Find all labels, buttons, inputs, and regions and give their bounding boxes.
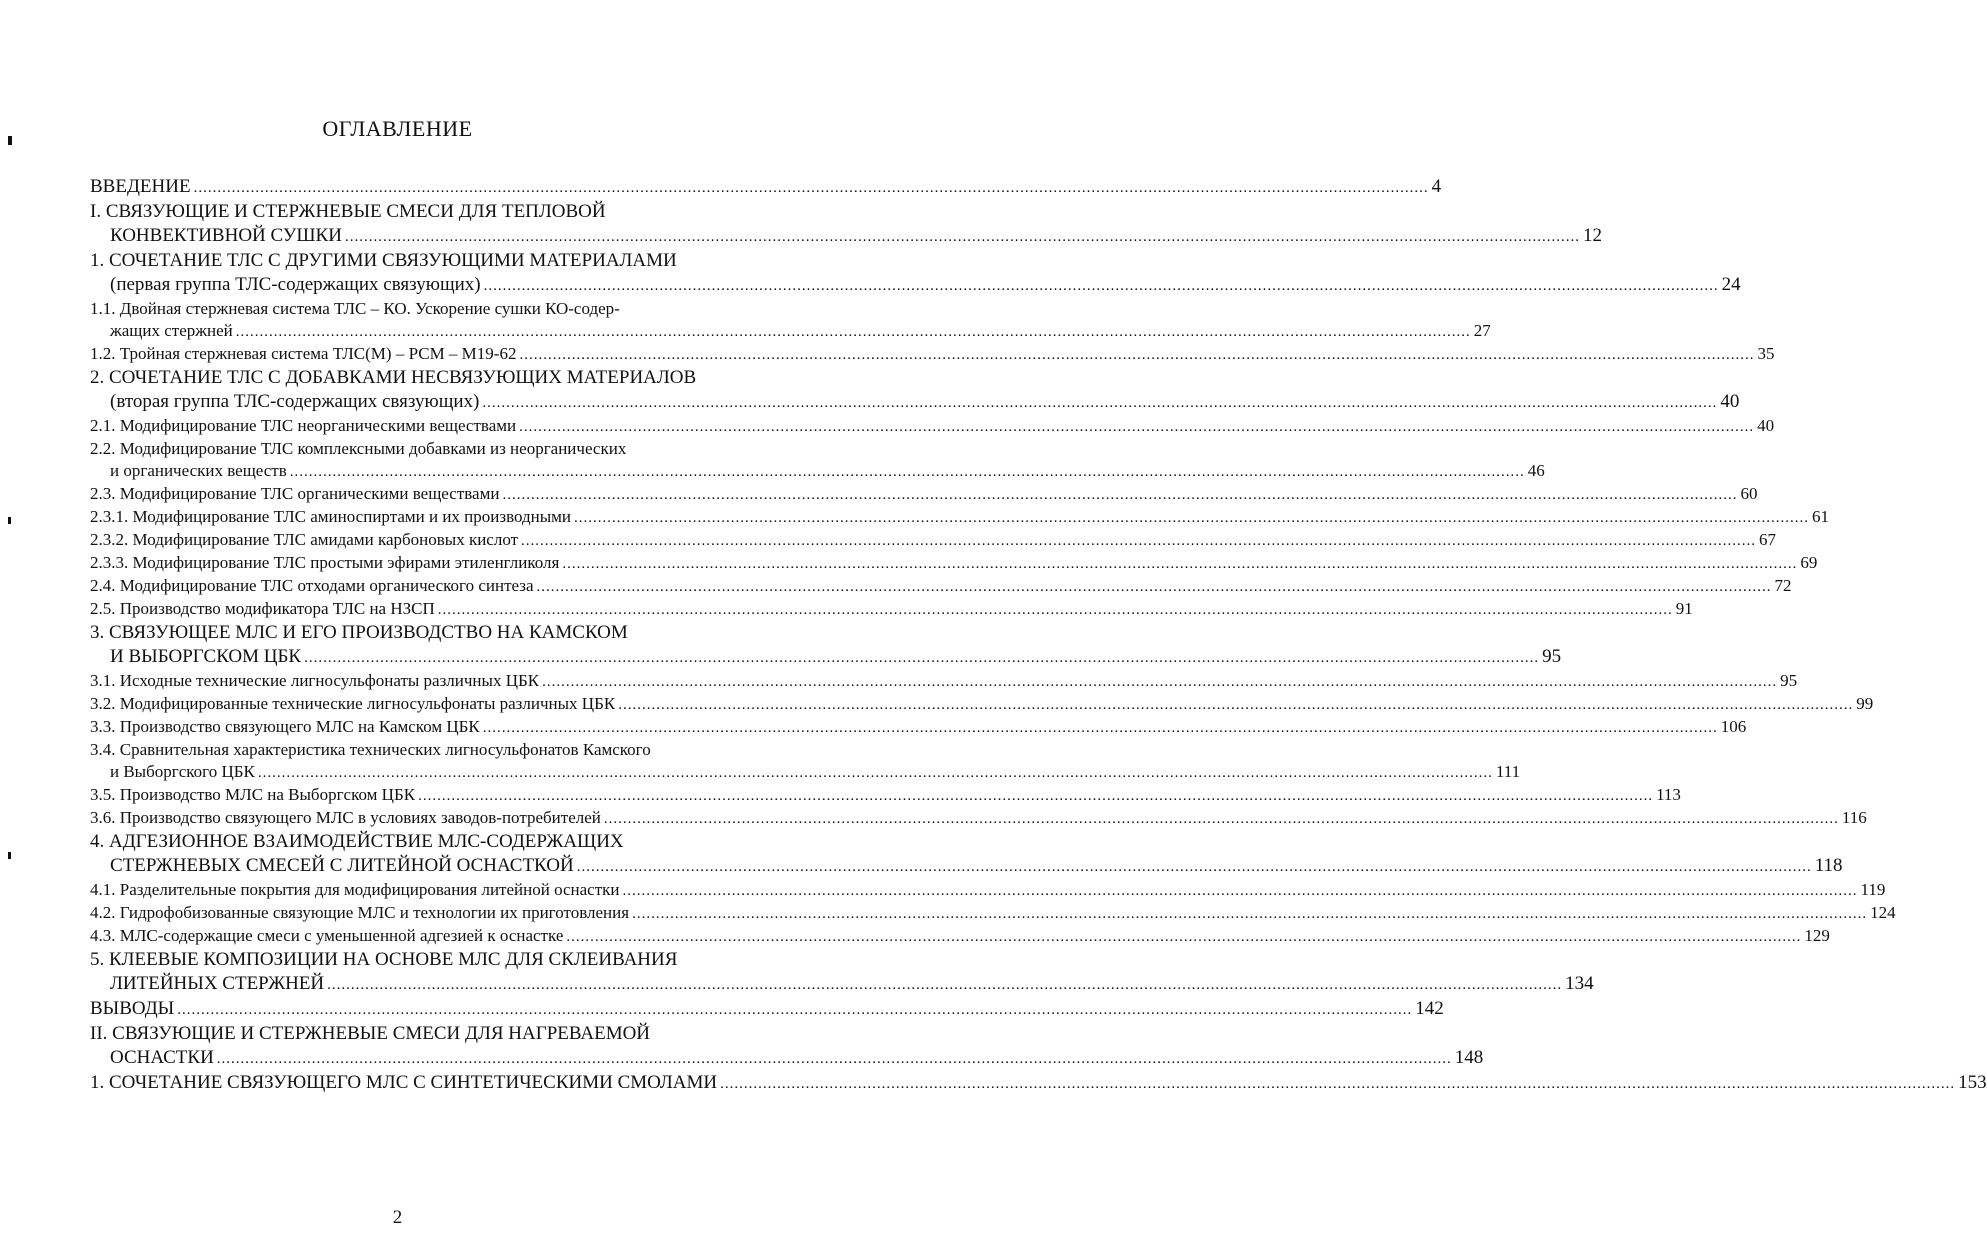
toc-entry-text: 2.3.3. Модифицирование ТЛС простыми эфирами этиленгликоля bbox=[90, 553, 560, 572]
toc-entry[interactable] bbox=[90, 483, 1758, 506]
table-of-contents bbox=[90, 175, 1987, 1096]
toc-entry[interactable] bbox=[90, 298, 1491, 343]
toc-entry-text: 4. АДГЕЗИОННОЕ ВЗАИМОДЕЙСТВИЕ МЛС-СОДЕРЖАЩИХ bbox=[90, 831, 624, 852]
toc-page-number: 61 bbox=[1812, 507, 1830, 526]
toc-page-number: 4 bbox=[1431, 176, 1442, 197]
toc-entry[interactable] bbox=[90, 784, 1681, 807]
toc-entry-text: СТЕРЖНЕВЫХ СМЕСЕЙ С ЛИТЕЙНОЙ ОСНАСТКОЙ bbox=[110, 855, 574, 876]
toc-page-number: 153 bbox=[1958, 1072, 1987, 1093]
toc-page-number: 24 bbox=[1721, 274, 1741, 295]
toc-entry-text: 2.3. Модифицирование ТЛС органическими веществами bbox=[90, 484, 500, 503]
toc-page-number: 40 bbox=[1720, 391, 1740, 412]
toc-entry[interactable] bbox=[90, 948, 1594, 997]
toc-entry-text: 2.2. Модифицирование ТЛС комплексными добавками из неорганических bbox=[90, 439, 627, 458]
toc-entry[interactable] bbox=[90, 830, 1843, 879]
toc-entry-text: 1. СОЧЕТАНИЕ ТЛС С ДРУГИМИ СВЯЗУЮЩИМИ МАТЕРИАЛАМИ bbox=[90, 250, 677, 271]
toc-entry[interactable] bbox=[90, 1071, 1987, 1096]
dot-leader: .................................................................................................................................................................................................................................................................... bbox=[327, 977, 1563, 993]
dot-leader: .................................................................................................................................................................................................................................................................... bbox=[304, 650, 1540, 666]
page-title: ОГЛАВЛЕНИЕ bbox=[322, 116, 473, 141]
toc-entry[interactable] bbox=[90, 693, 1874, 716]
toc-page-number: 99 bbox=[1856, 694, 1874, 713]
toc-entry-text: (первая группа ТЛС-содержащих связующих) bbox=[110, 274, 481, 295]
toc-entry-text: 3.1. Исходные технические лигносульфонаты различных ЦБК bbox=[90, 671, 540, 690]
toc-page-number: 119 bbox=[1860, 880, 1886, 899]
dot-leader: .................................................................................................................................................................................................................................................................... bbox=[622, 883, 1858, 899]
toc-entry[interactable] bbox=[90, 670, 1798, 693]
dot-leader: .................................................................................................................................................................................................................................................................... bbox=[618, 697, 1854, 713]
toc-entry[interactable] bbox=[90, 175, 1442, 200]
toc-entry-text: 3.2. Модифицированные технические лигносульфонаты различных ЦБК bbox=[90, 694, 616, 713]
toc-entry-text: 2.4. Модифицирование ТЛС отходами органического синтеза bbox=[90, 576, 534, 595]
toc-entry-text: 4.2. Гидрофобизованные связующие МЛС и технологии их приготовления bbox=[90, 903, 630, 922]
toc-entry[interactable] bbox=[90, 598, 1693, 621]
dot-leader: .................................................................................................................................................................................................................................................................... bbox=[562, 556, 1798, 572]
toc-entry[interactable] bbox=[90, 925, 1830, 948]
toc-page-number: 12 bbox=[1582, 225, 1602, 246]
dot-leader: .................................................................................................................................................................................................................................................................... bbox=[418, 788, 1654, 804]
toc-page-number: 67 bbox=[1759, 530, 1777, 549]
toc-entry-text: 1.2. Тройная стержневая система ТЛС(М) – РСМ – М19-62 bbox=[90, 344, 517, 363]
dot-leader: .................................................................................................................................................................................................................................................................... bbox=[632, 906, 1868, 922]
toc-page-number: 142 bbox=[1415, 998, 1444, 1019]
toc-entry-text: 3.6. Производство связующего МЛС в условиях заводов-потребителей bbox=[90, 808, 601, 827]
dot-leader: .................................................................................................................................................................................................................................................................... bbox=[519, 347, 1755, 363]
dot-leader: .................................................................................................................................................................................................................................................................... bbox=[542, 674, 1778, 690]
toc-entry-text: 1. СОЧЕТАНИЕ СВЯЗУЮЩЕГО МЛС С СИНТЕТИЧЕСКИМИ СМОЛАМИ bbox=[90, 1072, 718, 1093]
toc-entry-text: ВВЕДЕНИЕ bbox=[90, 176, 191, 197]
toc-entry-text: 2.3.2. Модифицирование ТЛС амидами карбоновых кислот bbox=[90, 530, 519, 549]
toc-entry[interactable] bbox=[90, 1022, 1484, 1071]
toc-page-number: 124 bbox=[1870, 903, 1896, 922]
toc-page-number: 129 bbox=[1804, 926, 1830, 945]
toc-entry-text: (вторая группа ТЛС-содержащих связующих) bbox=[110, 391, 480, 412]
toc-entry[interactable] bbox=[90, 552, 1818, 575]
dot-leader: .................................................................................................................................................................................................................................................................... bbox=[482, 395, 1718, 411]
toc-page-number: 46 bbox=[1527, 461, 1545, 480]
dot-leader: .................................................................................................................................................................................................................................................................... bbox=[235, 324, 1471, 340]
page-number: 2 bbox=[392, 1207, 403, 1228]
toc-entry-text: 1.1. Двойная стержневая система ТЛС – КО. Ускорение сушки КО-содер- bbox=[90, 299, 620, 318]
dot-leader: .................................................................................................................................................................................................................................................................... bbox=[576, 859, 1812, 875]
toc-entry-text: 4.3. МЛС-содержащие смеси с уменьшенной адгезией к оснастке bbox=[90, 926, 564, 945]
toc-entry-text: жащих стержней bbox=[110, 321, 233, 340]
toc-entry-text: 3.4. Сравнительная характеристика технических лигносульфонатов Камского bbox=[90, 740, 651, 759]
toc-entry-text: 3. СВЯЗУЮЩЕЕ МЛС И ЕГО ПРОИЗВОДСТВО НА КАМСКОМ bbox=[90, 622, 628, 643]
dot-leader: .................................................................................................................................................................................................................................................................... bbox=[437, 602, 1673, 618]
toc-page-number: 69 bbox=[1800, 553, 1818, 572]
toc-page-number: 95 bbox=[1780, 671, 1798, 690]
toc-entry-text: 2.3.1. Модифицирование ТЛС аминоспиртами и их производными bbox=[90, 507, 572, 526]
dot-leader: .................................................................................................................................................................................................................................................................... bbox=[519, 419, 1755, 435]
toc-entry[interactable] bbox=[90, 249, 1741, 298]
dot-leader: .................................................................................................................................................................................................................................................................... bbox=[344, 229, 1580, 245]
toc-entry-text: ОСНАСТКИ bbox=[110, 1047, 214, 1068]
toc-entry-text: I. СВЯЗУЮЩИЕ И СТЕРЖНЕВЫЕ СМЕСИ ДЛЯ ТЕПЛОВОЙ bbox=[90, 201, 606, 222]
toc-page-number: 60 bbox=[1740, 484, 1758, 503]
toc-page-number: 40 bbox=[1757, 416, 1775, 435]
toc-entry[interactable] bbox=[90, 438, 1545, 483]
toc-entry-text: и Выборгского ЦБК bbox=[110, 762, 255, 781]
toc-page-number: 118 bbox=[1814, 855, 1843, 876]
dot-leader: .................................................................................................................................................................................................................................................................... bbox=[502, 487, 1738, 503]
toc-entry-text: ЛИТЕЙНЫХ СТЕРЖНЕЙ bbox=[110, 973, 325, 994]
toc-entry[interactable] bbox=[90, 343, 1775, 366]
toc-entry[interactable] bbox=[90, 716, 1747, 739]
toc-entry-text: 2.1. Модифицирование ТЛС неорганическими веществами bbox=[90, 416, 517, 435]
toc-page-number: 27 bbox=[1473, 321, 1491, 340]
toc-entry-text: 2. СОЧЕТАНИЕ ТЛС С ДОБАВКАМИ НЕСВЯЗУЮЩИХ МАТЕРИАЛОВ bbox=[90, 367, 697, 388]
toc-page-number: 111 bbox=[1495, 762, 1521, 781]
toc-entry[interactable] bbox=[90, 575, 1792, 598]
toc-entry-text: И ВЫБОРГСКОМ ЦБК bbox=[110, 646, 302, 667]
toc-entry[interactable] bbox=[90, 879, 1886, 902]
toc-entry[interactable] bbox=[90, 997, 1444, 1022]
toc-page-number: 91 bbox=[1675, 599, 1693, 618]
dot-leader: .................................................................................................................................................................................................................................................................... bbox=[536, 579, 1772, 595]
dot-leader: .................................................................................................................................................................................................................................................................... bbox=[482, 720, 1718, 736]
dot-leader: .................................................................................................................................................................................................................................................................... bbox=[289, 464, 1525, 480]
toc-entry-text: 3.5. Производство МЛС на Выборгском ЦБК bbox=[90, 785, 416, 804]
toc-page-number: 113 bbox=[1656, 785, 1681, 804]
toc-page-number: 134 bbox=[1565, 973, 1594, 994]
dot-leader: .................................................................................................................................................................................................................................................................... bbox=[257, 765, 1493, 781]
scan-mark bbox=[8, 517, 11, 524]
toc-entry-text: II. СВЯЗУЮЩИЕ И СТЕРЖНЕВЫЕ СМЕСИ ДЛЯ НАГРЕВАЕМОЙ bbox=[90, 1023, 651, 1044]
toc-entry[interactable] bbox=[90, 415, 1775, 438]
dot-leader: .................................................................................................................................................................................................................................................................... bbox=[483, 278, 1719, 294]
scan-mark bbox=[8, 852, 11, 859]
toc-entry[interactable] bbox=[90, 366, 1740, 415]
toc-entry-text: 3.3. Производство связующего МЛС на Камском ЦБК bbox=[90, 717, 480, 736]
toc-page-number: 106 bbox=[1720, 717, 1747, 736]
toc-entry[interactable] bbox=[90, 739, 1521, 784]
dot-leader: .................................................................................................................................................................................................................................................................... bbox=[521, 533, 1757, 549]
toc-page-number: 116 bbox=[1841, 808, 1867, 827]
toc-entry[interactable] bbox=[90, 529, 1777, 552]
toc-entry-text: 4.1. Разделительные покрытия для модифицирования литейной оснастки bbox=[90, 880, 620, 899]
toc-entry[interactable] bbox=[90, 807, 1867, 830]
toc-entry[interactable] bbox=[90, 506, 1830, 529]
dot-leader: .................................................................................................................................................................................................................................................................... bbox=[566, 929, 1802, 945]
toc-page-number: 35 bbox=[1757, 344, 1775, 363]
toc-page-number: 95 bbox=[1542, 646, 1562, 667]
dot-leader: .................................................................................................................................................................................................................................................................... bbox=[603, 811, 1839, 827]
toc-page-number: 72 bbox=[1774, 576, 1792, 595]
dot-leader: .................................................................................................................................................................................................................................................................... bbox=[720, 1076, 1956, 1092]
toc-entry[interactable] bbox=[90, 200, 1602, 249]
toc-entry-text: ВЫВОДЫ bbox=[90, 998, 175, 1019]
toc-entry-text: 5. КЛЕЕВЫЕ КОМПОЗИЦИИ НА ОСНОВЕ МЛС ДЛЯ СКЛЕИВАНИЯ bbox=[90, 949, 678, 970]
dot-leader: .................................................................................................................................................................................................................................................................... bbox=[574, 510, 1810, 526]
dot-leader: .................................................................................................................................................................................................................................................................... bbox=[177, 1002, 1413, 1018]
dot-leader: .................................................................................................................................................................................................................................................................... bbox=[216, 1051, 1452, 1067]
toc-entry-text: КОНВЕКТИВНОЙ СУШКИ bbox=[110, 225, 342, 246]
toc-page-number: 148 bbox=[1454, 1047, 1484, 1068]
toc-entry[interactable] bbox=[90, 621, 1562, 670]
toc-entry-text: 2.5. Производство модификатора ТЛС на НЗСП bbox=[90, 599, 435, 618]
toc-entry[interactable] bbox=[90, 902, 1896, 925]
dot-leader: .................................................................................................................................................................................................................................................................... bbox=[193, 180, 1429, 196]
toc-entry-text: и органических веществ bbox=[110, 461, 287, 480]
